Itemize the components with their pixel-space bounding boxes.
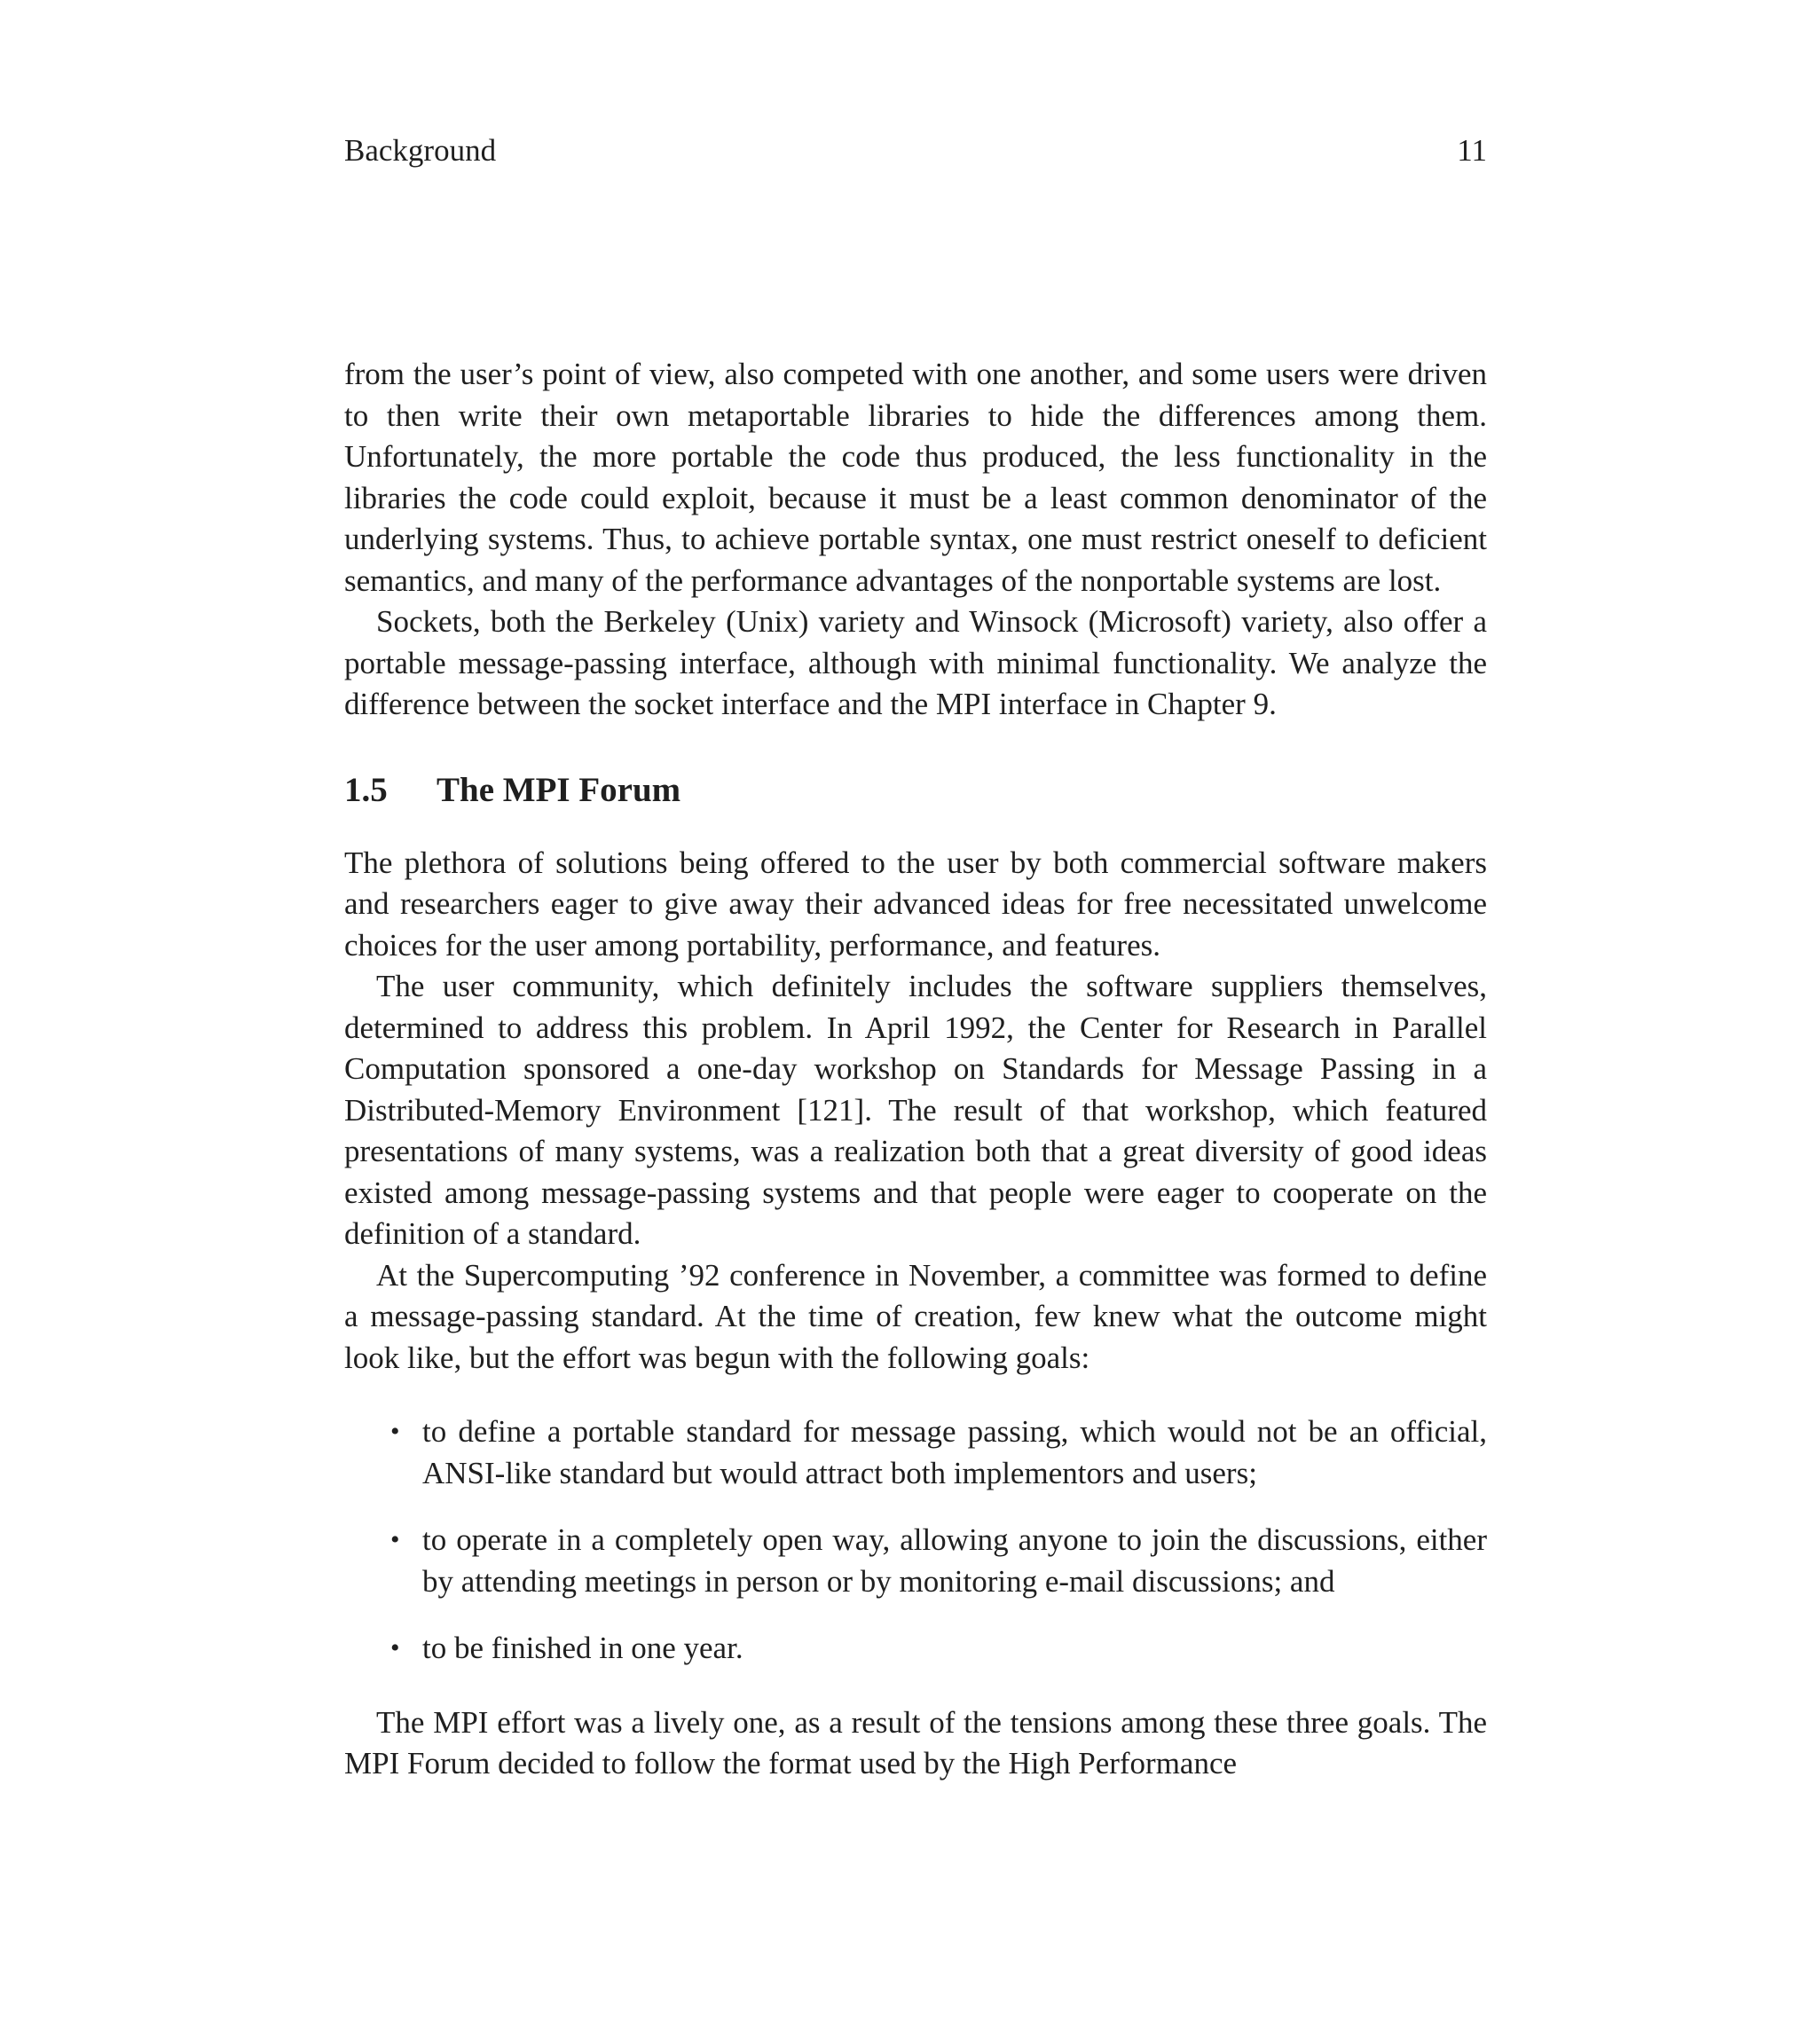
goal-text: to operate in a completely open way, allowing anyone to join the discussions, either by attending meetings in person or by monitoring e-mail discussions; and (422, 1522, 1487, 1599)
section-number: 1.5 (344, 770, 388, 809)
list-item (390, 1628, 1487, 1670)
paragraph-intro-continued: from the user’s point of view, also competed with one another, and some users were driven to then write their own metaportable libraries to hide the differences among them. Unfortunately, the more portable the code thus produced, the less functionality in the libraries the code could exploit, because it must be a least common denominator of the underlying systems. Thus, to achieve portable syntax, one must restrict oneself to deficient semantics, and many of the performance advantages of the nonportable systems are lost. (344, 357, 1487, 598)
goal-text: to be finished in one year. (422, 1631, 743, 1665)
goal-text: to define a portable standard for message passing, which would not be an official, ANSI-like standard but would attract both implementors and users; (422, 1414, 1487, 1490)
paragraph-sockets: Sockets, both the Berkeley (Unix) variety and Winsock (Microsoft) variety, also offer a portable message-passing interface, although with minimal functionality. We analyze the difference between the socket interface and the MPI interface in Chapter 9. (344, 604, 1487, 721)
section-title: The MPI Forum (437, 770, 681, 809)
list-item (390, 1411, 1487, 1494)
paragraph-closing: The MPI effort was a lively one, as a result of the tensions among these three goals. The MPI Forum decided to follow the format used by the High Performance (344, 1704, 1487, 1781)
body-text (344, 354, 1487, 1785)
section-heading (344, 770, 1487, 811)
paragraph-supercomputing: At the Supercomputing ’92 conference in November, a committee was formed to define a message-passing standard. At the time of creation, few knew what the outcome might look like, but the effort was begun with the following goals: (344, 1257, 1487, 1375)
running-header-title: Background (344, 133, 497, 168)
page-number: 11 (1457, 133, 1487, 168)
paragraph-user-community: The user community, which definitely includes the software suppliers themselves, determined to address this problem. In April 1992, the Center for Research in Parallel Computation sponsored a one-day workshop on Standards for Message Passing in a Distributed-Memory Environment [121]. The result of that workshop, which featured presentations of many systems, was a realization both that a great diversity of good ideas existed among message-passing systems and that people were eager to cooperate on the definition of a standard. (344, 969, 1487, 1251)
running-header (344, 131, 1487, 170)
bullet-icon: • (390, 1417, 400, 1446)
list-item (390, 1520, 1487, 1602)
paragraph-plethora: The plethora of solutions being offered to the user by both commercial software makers and researchers eager to give away their advanced ideas for free necessitated unwelcome choices for the user among portability, performance, and features. (344, 845, 1487, 963)
bullet-icon: • (390, 1525, 400, 1554)
goals-list (344, 1411, 1487, 1670)
bullet-icon: • (390, 1633, 400, 1663)
